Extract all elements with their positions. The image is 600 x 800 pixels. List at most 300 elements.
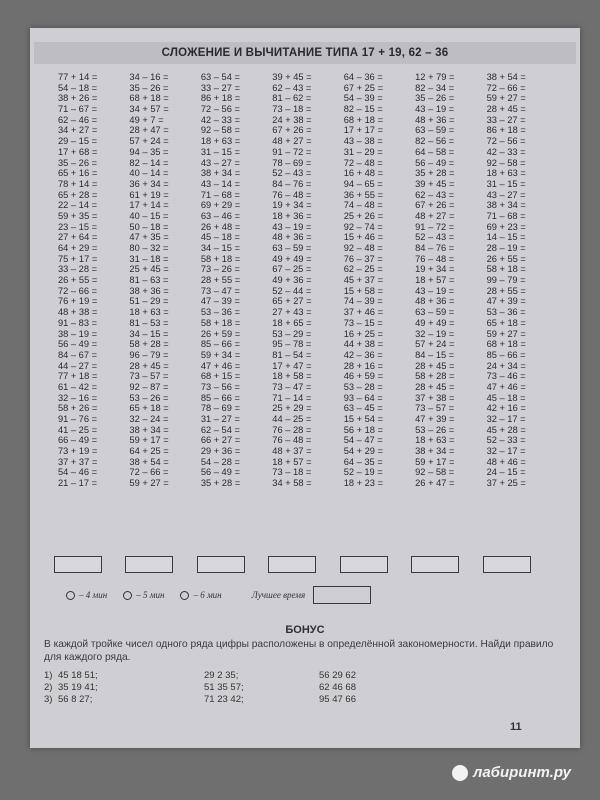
exercise-item: 50 – 18 =: [129, 221, 169, 232]
exercise-item: 33 – 28 =: [58, 264, 98, 275]
exercise-item: 69 + 23 =: [486, 221, 526, 232]
time-entry-box[interactable]: [54, 556, 102, 573]
bonus-title: БОНУС: [285, 624, 325, 636]
exercise-item: 18 + 63 =: [129, 307, 169, 318]
exercise-item: 26 + 55 =: [58, 275, 98, 286]
bonus-instructions: В каждой тройке чисел одного ряда цифры расположены в определённой закономерности. Найди правило для каждого ряда.: [44, 639, 554, 663]
exercise-item: 51 – 29 =: [129, 296, 169, 307]
exercise-item: 78 – 69 =: [200, 403, 240, 414]
exercise-item: 81 – 53 =: [129, 317, 169, 328]
bonus-row-set-b: 51 35 57;: [204, 682, 244, 693]
time-entry-cell: [54, 556, 125, 574]
exercise-item: 65 + 18 =: [486, 317, 526, 328]
answer-time-boxes: [54, 556, 554, 574]
bonus-row-set-b: 29 2 35;: [204, 670, 239, 681]
exercise-item: 72 – 56 =: [200, 104, 240, 115]
exercise-item: 64 – 58 =: [415, 146, 455, 157]
exercise-item: 41 – 25 =: [58, 424, 98, 435]
exercise-item: 45 – 18 =: [200, 232, 240, 243]
page-number: 11: [510, 721, 522, 733]
exercise-item: 25 + 45 =: [129, 264, 169, 275]
exercise-item: 26 + 48 =: [200, 221, 241, 232]
exercise-item: 28 + 55 =: [200, 275, 241, 286]
exercise-item: 18 + 63 =: [200, 136, 241, 147]
bonus-row-set-b: 71 23 42;: [204, 694, 244, 705]
exercise-item: 81 – 54 =: [272, 349, 312, 360]
exercise-item: 54 – 18 =: [58, 82, 98, 93]
exercise-item: 48 + 46 =: [486, 456, 526, 467]
timing-6-min: [180, 590, 221, 600]
exercise-item: 76 + 19 =: [58, 296, 98, 307]
exercise-item: 78 + 14 =: [58, 178, 98, 189]
exercise-item: 28 – 19 =: [486, 243, 526, 253]
exercise-column: [415, 72, 486, 544]
exercise-item: 76 – 48 =: [272, 189, 312, 200]
exercise-item: 91 – 72 =: [272, 146, 312, 157]
exercise-item: 16 + 25 =: [343, 328, 383, 339]
exercise-item: 17 + 14 =: [129, 200, 169, 211]
labirint-logo-icon: [452, 765, 468, 781]
best-time: [252, 586, 372, 604]
exercise-item: 64 – 36 =: [343, 72, 383, 82]
exercise-item: 67 + 26 =: [272, 125, 312, 136]
time-entry-cell: [125, 556, 196, 574]
exercise-item: 19 + 34 =: [415, 264, 455, 275]
exercise-item: 74 – 39 =: [343, 296, 383, 307]
exercise-item: 92 – 87 =: [129, 381, 169, 392]
exercise-item: 74 – 48 =: [343, 200, 383, 211]
exercise-item: 68 + 15 =: [200, 371, 241, 382]
exercise-item: 67 + 26 =: [415, 200, 455, 211]
exercise-item: 34 + 57 =: [129, 104, 169, 115]
exercise-item: 39 + 45 =: [272, 72, 312, 82]
exercise-item: 92 – 74 =: [343, 221, 383, 232]
bonus-rows: [44, 670, 544, 706]
bonus-row-set-c: 62 46 68: [319, 682, 356, 693]
exercise-item: 54 – 47 =: [343, 435, 383, 446]
exercise-item: 31 – 27 =: [200, 414, 240, 424]
exercise-item: 52 – 33 =: [486, 435, 526, 446]
exercise-item: 63 – 59 =: [415, 125, 455, 136]
exercise-item: 76 – 37 =: [343, 253, 383, 264]
exercise-item: 64 + 25 =: [129, 446, 169, 457]
exercise-item: 77 + 18 =: [58, 371, 98, 382]
exercise-item: 57 + 24 =: [415, 339, 455, 350]
exercise-item: 17 + 17 =: [343, 125, 383, 136]
exercise-item: 18 + 58 =: [272, 371, 312, 382]
bonus-row-set-c: 95 47 66: [319, 694, 356, 705]
exercise-item: 34 – 15 =: [129, 328, 169, 339]
exercise-grid: [58, 72, 558, 544]
exercise-item: 73 – 15 =: [343, 317, 383, 328]
exercise-item: 18 + 63 =: [415, 435, 455, 446]
exercise-item: 62 – 46 =: [58, 114, 98, 125]
exercise-item: 58 + 18 =: [200, 253, 241, 264]
exercise-item: 28 + 47 =: [129, 125, 169, 136]
exercise-item: 65 + 27 =: [272, 296, 312, 307]
timing-5-min-label: – 5 мин: [136, 590, 165, 600]
exercise-item: 38 + 34 =: [200, 168, 241, 179]
exercise-item: 49 + 36 =: [272, 275, 312, 286]
exercise-item: 63 – 46 =: [200, 210, 240, 221]
exercise-item: 48 + 27 =: [415, 210, 455, 221]
workbook-page: [30, 28, 580, 748]
exercise-item: 94 – 65 =: [343, 178, 383, 189]
exercise-item: 12 + 79 =: [415, 72, 455, 82]
exercise-item: 26 + 47 =: [415, 478, 455, 489]
exercise-item: 42 – 33 =: [486, 146, 526, 157]
exercise-item: 43 – 19 =: [415, 285, 455, 296]
exercise-item: 66 – 49 =: [58, 435, 98, 446]
exercise-item: 54 – 46 =: [58, 467, 98, 478]
exercise-item: 38 + 34 =: [129, 424, 169, 435]
exercise-item: 32 – 17 =: [486, 446, 526, 457]
exercise-item: 31 – 18 =: [129, 253, 169, 264]
exercise-item: 61 + 19 =: [129, 189, 169, 200]
exercise-item: 25 + 26 =: [343, 210, 383, 221]
exercise-item: 39 + 45 =: [415, 178, 455, 189]
exercise-item: 44 – 27 =: [58, 360, 98, 371]
exercise-item: 15 + 46 =: [343, 232, 383, 243]
exercise-item: 92 – 48 =: [343, 243, 383, 253]
time-entry-box[interactable]: [197, 556, 245, 573]
exercise-item: 48 + 36 =: [415, 114, 455, 125]
exercise-item: 28 + 55 =: [486, 285, 526, 296]
exercise-item: 59 + 27 =: [486, 93, 526, 104]
exercise-item: 73 – 46 =: [486, 371, 526, 382]
exercise-item: 49 + 7 =: [129, 114, 164, 125]
exercise-item: 63 – 59 =: [272, 243, 312, 253]
exercise-item: 47 + 39 =: [415, 414, 455, 424]
exercise-item: 18 + 23 =: [343, 478, 383, 489]
timing-5-min: [123, 590, 164, 600]
exercise-item: 33 – 27 =: [200, 82, 240, 93]
exercise-item: 48 + 38 =: [58, 307, 98, 318]
exercise-item: 68 + 18 =: [129, 93, 169, 104]
exercise-item: 62 – 43 =: [415, 189, 455, 200]
exercise-item: 72 – 66 =: [129, 467, 169, 478]
exercise-item: 24 – 15 =: [486, 467, 526, 478]
page-title: СЛОЖЕНИЕ И ВЫЧИТАНИЕ ТИПА 17 + 19, 62 – 36: [161, 47, 449, 59]
exercise-item: 23 – 15 =: [58, 221, 98, 232]
exercise-item: 38 + 36 =: [129, 285, 169, 296]
exercise-item: 73 – 18 =: [272, 104, 312, 115]
exercise-item: 47 + 46 =: [486, 381, 526, 392]
exercise-item: 86 + 18 =: [486, 125, 526, 136]
exercise-item: 40 – 15 =: [129, 210, 169, 221]
time-entry-cell: [340, 556, 411, 574]
exercise-item: 54 – 28 =: [200, 456, 240, 467]
exercise-item: 67 – 25 =: [272, 264, 312, 275]
exercise-item: 59 + 17 =: [415, 456, 455, 467]
bonus-row-label: 1): [44, 670, 53, 681]
exercise-item: 15 + 54 =: [343, 414, 383, 424]
exercise-item: 14 – 15 =: [486, 232, 526, 243]
exercise-item: 18 + 63 =: [486, 168, 526, 179]
exercise-item: 48 + 27 =: [272, 136, 312, 147]
exercise-item: 84 – 67 =: [58, 349, 98, 360]
exercise-item: 56 + 18 =: [343, 424, 383, 435]
exercise-item: 28 + 45 =: [129, 360, 169, 371]
time-entry-cell: [268, 556, 339, 574]
bonus-row: [44, 670, 544, 682]
timing-4-min: [66, 590, 107, 600]
exercise-item: 85 – 66 =: [200, 392, 240, 403]
time-entry-box[interactable]: [483, 556, 531, 573]
exercise-item: 71 – 68 =: [200, 189, 240, 200]
exercise-item: 37 + 46 =: [343, 307, 383, 318]
exercise-item: 33 – 27 =: [486, 114, 526, 125]
exercise-item: 45 + 37 =: [343, 275, 383, 286]
exercise-item: 53 – 36 =: [200, 307, 240, 318]
exercise-item: 42 + 16 =: [486, 403, 526, 414]
bonus-row-set-a: 45 18 51;: [58, 670, 98, 681]
exercise-item: 27 + 43 =: [272, 307, 312, 318]
exercise-item: 17 + 68 =: [58, 146, 98, 157]
time-entry-cell: [197, 556, 268, 574]
exercise-item: 93 – 64 =: [343, 392, 383, 403]
exercise-item: 58 + 18 =: [200, 317, 241, 328]
exercise-item: 34 – 16 =: [129, 72, 169, 82]
exercise-item: 82 – 15 =: [343, 104, 383, 115]
exercise-item: 82 – 34 =: [415, 82, 455, 93]
exercise-item: 65 + 18 =: [129, 403, 169, 414]
exercise-column: [201, 72, 272, 544]
watermark-text: лабиринт.ру: [473, 764, 571, 781]
exercise-item: 73 + 19 =: [58, 446, 98, 457]
exercise-item: 22 – 14 =: [58, 200, 98, 211]
exercise-item: 19 + 34 =: [272, 200, 312, 211]
exercise-item: 82 – 14 =: [129, 157, 169, 168]
exercise-item: 72 – 48 =: [343, 157, 383, 168]
exercise-item: 38 + 26 =: [58, 93, 98, 104]
exercise-item: 34 – 15 =: [200, 243, 240, 253]
exercise-item: 99 – 79 =: [486, 275, 526, 286]
exercise-item: 73 – 47 =: [200, 285, 240, 296]
time-entry-cell: [411, 556, 482, 574]
exercise-item: 34 + 27 =: [58, 125, 98, 136]
exercise-item: 53 – 28 =: [343, 381, 383, 392]
exercise-item: 76 – 28 =: [272, 424, 312, 435]
exercise-item: 44 + 38 =: [343, 339, 383, 350]
title-band: [34, 42, 576, 64]
exercise-item: 35 + 28 =: [200, 478, 241, 489]
exercise-item: 91 – 83 =: [58, 317, 98, 328]
exercise-item: 47 – 39 =: [200, 296, 240, 307]
exercise-item: 26 + 55 =: [486, 253, 526, 264]
exercise-item: 38 + 34 =: [415, 446, 455, 457]
exercise-item: 92 – 58 =: [415, 467, 455, 478]
exercise-item: 52 – 43 =: [272, 168, 312, 179]
exercise-item: 37 + 25 =: [486, 478, 526, 489]
exercise-item: 59 + 27 =: [486, 328, 526, 339]
bonus-row-set-a: 35 19 41;: [58, 682, 98, 693]
exercise-item: 38 + 54 =: [486, 72, 526, 82]
exercise-item: 47 + 35 =: [129, 232, 169, 243]
exercise-item: 21 – 17 =: [58, 478, 98, 489]
exercise-item: 48 + 36 =: [272, 232, 312, 243]
exercise-item: 35 + 28 =: [415, 168, 455, 179]
exercise-item: 32 – 24 =: [129, 414, 169, 424]
exercise-item: 65 + 28 =: [58, 189, 98, 200]
exercise-column: [129, 72, 200, 544]
exercise-item: 58 + 28 =: [129, 339, 169, 350]
exercise-item: 34 + 58 =: [272, 478, 312, 489]
exercise-item: 48 + 36 =: [415, 296, 455, 307]
time-entry-box[interactable]: [411, 556, 459, 573]
exercise-item: 65 + 16 =: [58, 168, 98, 179]
exercise-item: 58 + 28 =: [415, 371, 455, 382]
exercise-item: 47 + 39 =: [486, 296, 526, 307]
exercise-item: 85 – 66 =: [200, 339, 240, 350]
exercise-item: 29 + 36 =: [200, 446, 241, 457]
exercise-item: 84 – 76 =: [272, 178, 312, 189]
exercise-item: 56 – 49 =: [415, 157, 455, 168]
exercise-item: 48 + 37 =: [272, 446, 312, 457]
exercise-item: 54 + 29 =: [343, 446, 383, 457]
exercise-item: 84 – 15 =: [415, 349, 455, 360]
exercise-item: 37 + 38 =: [415, 392, 455, 403]
exercise-item: 72 – 56 =: [486, 136, 526, 147]
exercise-column: [487, 72, 558, 544]
exercise-item: 53 – 26 =: [129, 392, 169, 403]
exercise-item: 18 + 65 =: [272, 317, 312, 328]
bonus-row-set-a: 56 8 27;: [58, 694, 93, 705]
exercise-item: 69 + 29 =: [200, 200, 241, 211]
exercise-item: 43 – 14 =: [200, 178, 240, 189]
exercise-item: 35 – 26 =: [415, 93, 455, 104]
exercise-item: 63 – 54 =: [200, 72, 240, 82]
exercise-item: 62 – 54 =: [200, 424, 240, 435]
time-entry-box[interactable]: [340, 556, 388, 573]
exercise-item: 49 + 49 =: [415, 317, 455, 328]
neutral-face-icon: [123, 591, 132, 600]
exercise-item: 78 – 69 =: [272, 157, 312, 168]
exercise-item: 91 – 76 =: [58, 414, 98, 424]
exercise-item: 59 + 17 =: [129, 435, 169, 446]
exercise-item: 59 + 34 =: [200, 349, 241, 360]
exercise-item: 67 + 25 =: [343, 82, 383, 93]
exercise-item: 43 – 27 =: [486, 189, 526, 200]
exercise-item: 72 – 66 =: [486, 82, 526, 93]
exercise-item: 95 – 78 =: [272, 339, 312, 350]
exercise-item: 53 – 29 =: [272, 328, 312, 339]
exercise-item: 56 – 49 =: [58, 339, 98, 350]
time-entry-cell: [483, 556, 554, 574]
exercise-item: 24 + 34 =: [486, 360, 526, 371]
exercise-item: 53 – 26 =: [415, 424, 455, 435]
exercise-item: 28 + 45 =: [415, 360, 455, 371]
exercise-item: 42 – 33 =: [200, 114, 240, 125]
exercise-item: 92 – 58 =: [200, 125, 240, 136]
exercise-item: 92 – 58 =: [486, 157, 526, 168]
exercise-item: 73 – 56 =: [200, 381, 240, 392]
exercise-item: 73 – 18 =: [272, 467, 312, 478]
exercise-item: 36 + 34 =: [129, 178, 169, 189]
exercise-item: 61 – 42 =: [58, 381, 98, 392]
exercise-item: 58 + 26 =: [58, 403, 98, 414]
exercise-item: 52 – 19 =: [343, 467, 383, 478]
exercise-item: 35 – 26 =: [129, 82, 169, 93]
exercise-item: 96 – 79 =: [129, 349, 169, 360]
exercise-item: 68 + 18 =: [343, 114, 383, 125]
exercise-item: 28 + 16 =: [343, 360, 383, 371]
exercise-item: 47 + 46 =: [200, 360, 241, 371]
exercise-item: 57 + 24 =: [129, 136, 169, 147]
exercise-item: 80 – 32 =: [129, 243, 169, 253]
best-time-box[interactable]: [313, 586, 371, 604]
exercise-item: 76 – 48 =: [272, 435, 312, 446]
exercise-item: 71 – 14 =: [272, 392, 312, 403]
exercise-item: 64 + 29 =: [58, 243, 98, 253]
bonus-row: [44, 694, 544, 706]
exercise-item: 32 – 17 =: [486, 414, 526, 424]
exercise-item: 24 + 38 =: [272, 114, 312, 125]
exercise-item: 73 – 47 =: [272, 381, 312, 392]
exercise-item: 44 – 25 =: [272, 414, 312, 424]
exercise-item: 53 – 36 =: [486, 307, 526, 318]
exercise-item: 58 + 18 =: [486, 264, 526, 275]
exercise-item: 49 + 49 =: [272, 253, 312, 264]
exercise-item: 31 – 15 =: [486, 178, 526, 189]
exercise-item: 15 + 58 =: [343, 285, 383, 296]
exercise-item: 29 – 15 =: [58, 136, 98, 147]
exercise-item: 32 – 16 =: [58, 392, 98, 403]
exercise-item: 18 + 57 =: [272, 456, 312, 467]
exercise-item: 18 + 57 =: [415, 275, 455, 286]
exercise-item: 42 – 36 =: [343, 349, 383, 360]
exercise-item: 37 + 37 =: [58, 456, 98, 467]
exercise-item: 40 – 14 =: [129, 168, 169, 179]
exercise-item: 38 + 34 =: [486, 200, 526, 211]
bonus-row-label: 2): [44, 682, 53, 693]
exercise-column: [58, 72, 129, 544]
watermark: [452, 764, 571, 781]
exercise-item: 72 – 66 =: [58, 285, 98, 296]
exercise-item: 27 + 64 =: [58, 232, 98, 243]
exercise-item: 94 – 35 =: [129, 146, 169, 157]
exercise-item: 68 + 18 =: [486, 339, 526, 350]
exercise-item: 63 – 45 =: [343, 403, 383, 414]
exercise-item: 31 – 29 =: [343, 146, 383, 157]
exercise-item: 73 – 57 =: [129, 371, 169, 382]
exercise-item: 31 – 15 =: [200, 146, 240, 157]
happy-face-icon: [66, 591, 75, 600]
exercise-item: 46 + 59 =: [343, 371, 383, 382]
exercise-item: 45 – 18 =: [486, 392, 526, 403]
timing-6-min-label: – 6 мин: [193, 590, 222, 600]
exercise-item: 45 + 28 =: [486, 424, 526, 435]
exercise-item: 43 – 38 =: [343, 136, 383, 147]
timing-legend: [66, 585, 546, 605]
exercise-item: 71 – 67 =: [58, 104, 98, 115]
exercise-item: 16 + 48 =: [343, 168, 383, 179]
sad-face-icon: [180, 591, 189, 600]
exercise-item: 62 – 43 =: [272, 82, 312, 93]
time-entry-box[interactable]: [125, 556, 173, 573]
exercise-item: 64 – 35 =: [343, 456, 383, 467]
exercise-item: 18 + 36 =: [272, 210, 312, 221]
exercise-column: [344, 72, 415, 544]
time-entry-box[interactable]: [268, 556, 316, 573]
exercise-item: 71 – 68 =: [486, 210, 526, 221]
timing-4-min-label: – 4 мин: [79, 590, 108, 600]
exercise-item: 59 + 27 =: [129, 478, 169, 489]
exercise-item: 91 – 72 =: [415, 221, 455, 232]
exercise-item: 38 – 19 =: [58, 328, 98, 339]
exercise-item: 62 – 25 =: [343, 264, 383, 275]
exercise-item: 75 + 17 =: [58, 253, 98, 264]
